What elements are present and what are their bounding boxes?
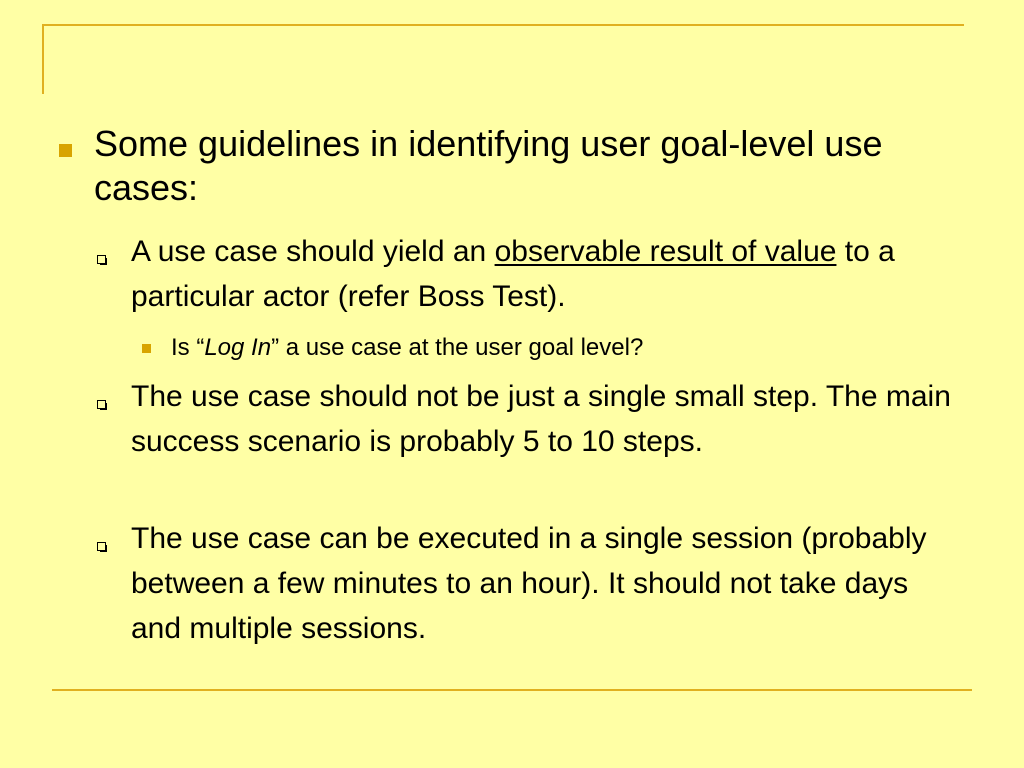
small-square-bullet-icon: [142, 344, 151, 353]
sub-sub-bullet-prefix: Is “: [171, 334, 205, 361]
sub-sub-bullet-text: [171, 333, 951, 363]
main-bullet-text: Some guidelines in identifying user goal-level use cases:: [94, 123, 883, 208]
sub-bullet-1-underlined: observable result of value: [494, 235, 837, 268]
hollow-square-bullet-icon: [97, 542, 106, 551]
sub-bullet-2-text: The use case should not be just a single small step. The main success scenario is probably 5 to 10 steps.: [131, 380, 951, 458]
square-bullet-icon: [59, 144, 72, 157]
sub-bullet-1-text: [131, 229, 961, 319]
sub-sub-bullet-suffix: ” a use case at the user goal level?: [271, 334, 644, 361]
hollow-square-bullet-icon: [97, 255, 106, 264]
hollow-square-bullet-icon: [97, 400, 106, 409]
sub-bullet-1-suffix: to a particular actor (refer Boss Test).: [131, 235, 895, 313]
sub-bullet-3-text: The use case can be executed in a single session (probably between a few minutes to an hour). It should not take days and multiple sessions.: [131, 522, 927, 645]
sub-sub-bullet-italic: Log In: [204, 334, 272, 361]
sub-bullet-1-prefix: A use case should yield an: [131, 235, 495, 268]
